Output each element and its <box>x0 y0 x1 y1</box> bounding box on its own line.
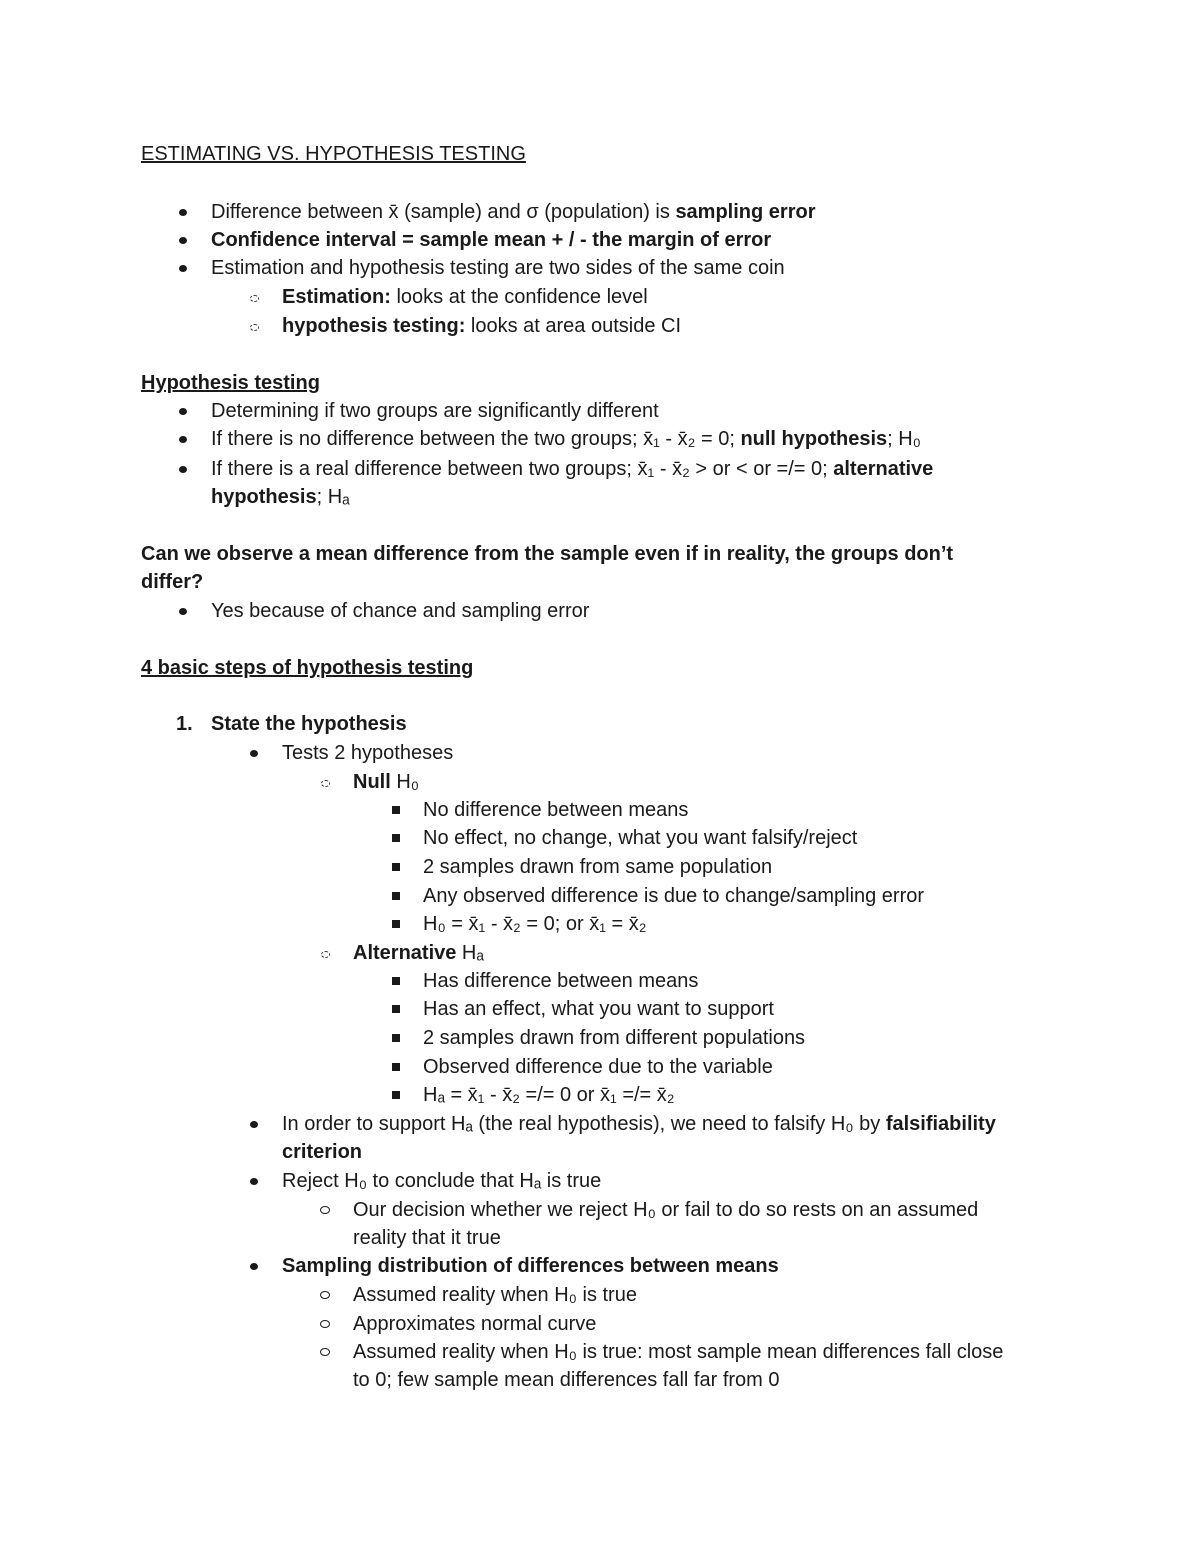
circle-bullet-icon <box>318 1310 338 1338</box>
item-text: Determining if two groups are significantly different <box>211 400 659 422</box>
item-bold: hypothesis testing: <box>282 315 466 337</box>
item-text: ; Hₐ <box>316 486 350 508</box>
item-text: Hₐ <box>456 942 484 964</box>
item-bold: falsifiability <box>885 1113 996 1135</box>
item-text: looks at area outside CI <box>465 315 682 337</box>
item-text: looks at the confidence level <box>390 286 648 308</box>
bullet-icon <box>176 597 196 625</box>
item-text: Has difference between means <box>423 970 699 992</box>
item-text: Reject H₀ to conclude that Hₐ is true <box>282 1170 602 1192</box>
item-text: Assumed reality when H₀ is true: most sample mean differences fall close <box>353 1341 1004 1363</box>
square-bullet-icon <box>390 1024 410 1052</box>
item-text: Yes because of chance and sampling error <box>211 600 590 622</box>
dotted-circle-bullet-icon <box>247 283 267 311</box>
item-text: H₀ <box>390 771 420 793</box>
item-text: 2 samples drawn from same population <box>423 856 773 878</box>
item-text: reality that it true <box>353 1227 501 1249</box>
bullet-icon <box>176 254 196 282</box>
item-bold: alternative <box>833 458 934 480</box>
item-bold: null hypothesis <box>740 428 888 450</box>
circle-bullet-icon <box>318 1338 338 1366</box>
item-bold: State the hypothesis <box>211 713 407 735</box>
bullet-icon <box>176 425 196 453</box>
item-text: Any observed difference is due to change/sampling error <box>423 885 925 907</box>
item-text: Estimation and hypothesis testing are two sides of the same coin <box>211 257 785 279</box>
dotted-circle-bullet-icon <box>247 312 267 340</box>
bullet-icon <box>247 1167 267 1195</box>
square-bullet-icon <box>390 824 410 852</box>
item-text: Assumed reality when H₀ is true <box>353 1284 637 1306</box>
item-bold: Estimation: <box>282 286 391 308</box>
item-bold: Null <box>353 771 391 793</box>
item-bold: Alternative <box>353 942 457 964</box>
item-text: Difference between x̄ (sample) and σ (population) is <box>211 201 676 223</box>
bullet-icon <box>176 226 196 254</box>
item-text: Observed difference due to the variable <box>423 1056 773 1078</box>
square-bullet-icon <box>390 910 410 938</box>
bullet-icon <box>247 1110 267 1138</box>
bullet-icon <box>176 198 196 226</box>
item-text: No effect, no change, what you want falsify/reject <box>423 827 858 849</box>
item-text: to 0; few sample mean differences fall far from 0 <box>353 1369 780 1391</box>
circle-bullet-icon <box>318 1196 338 1224</box>
item-text: ; H₀ <box>887 428 921 450</box>
bullet-icon <box>247 1252 267 1280</box>
item-number: 1. <box>176 713 193 735</box>
square-bullet-icon <box>390 995 410 1023</box>
item-text: Has an effect, what you want to support <box>423 998 774 1020</box>
item-text: If there is a real difference between two groups; x̄₁ - x̄₂ > or < or =/= 0; <box>211 458 834 480</box>
question-text: differ? <box>141 571 204 593</box>
item-bold: Sampling distribution of differences between means <box>282 1255 779 1277</box>
item-text: Our decision whether we reject H₀ or fail to do so rests on an assumed <box>353 1199 979 1221</box>
square-bullet-icon <box>390 967 410 995</box>
heading-text: 4 basic steps of hypothesis testing <box>141 657 474 679</box>
item-bold: criterion <box>282 1141 363 1163</box>
dotted-circle-bullet-icon <box>318 768 338 796</box>
item-text: Tests 2 hypotheses <box>282 742 454 764</box>
bullet-icon <box>176 397 196 425</box>
item-text: Approximates normal curve <box>353 1313 597 1335</box>
item-text: If there is no difference between the two groups; x̄₁ - x̄₂ = 0; <box>211 428 741 450</box>
title-text: ESTIMATING VS. HYPOTHESIS TESTING <box>141 143 526 165</box>
bullet-icon <box>176 455 196 483</box>
circle-bullet-icon <box>318 1281 338 1309</box>
item-text: 2 samples drawn from different populations <box>423 1027 806 1049</box>
item-text: In order to support Hₐ (the real hypothesis), we need to falsify H₀ by <box>282 1113 886 1135</box>
question-text: Can we observe a mean difference from the sample even if in reality, the groups don’t <box>141 543 954 565</box>
item-text: H₀ = x̄₁ - x̄₂ = 0; or x̄₁ = x̄₂ <box>423 913 647 935</box>
square-bullet-icon <box>390 1053 410 1081</box>
square-bullet-icon <box>390 853 410 881</box>
square-bullet-icon <box>390 882 410 910</box>
item-bold: hypothesis <box>211 486 317 508</box>
item-text: No difference between means <box>423 799 689 821</box>
item-text: Hₐ = x̄₁ - x̄₂ =/= 0 or x̄₁ =/= x̄₂ <box>423 1084 675 1106</box>
bullet-icon <box>247 739 267 767</box>
square-bullet-icon <box>390 796 410 824</box>
dotted-circle-bullet-icon <box>318 939 338 967</box>
item-bold: sampling error <box>675 201 816 223</box>
heading-text: Hypothesis testing <box>141 372 320 394</box>
square-bullet-icon <box>390 1081 410 1109</box>
item-bold: Confidence interval = sample mean + / - the margin of error <box>211 229 772 251</box>
